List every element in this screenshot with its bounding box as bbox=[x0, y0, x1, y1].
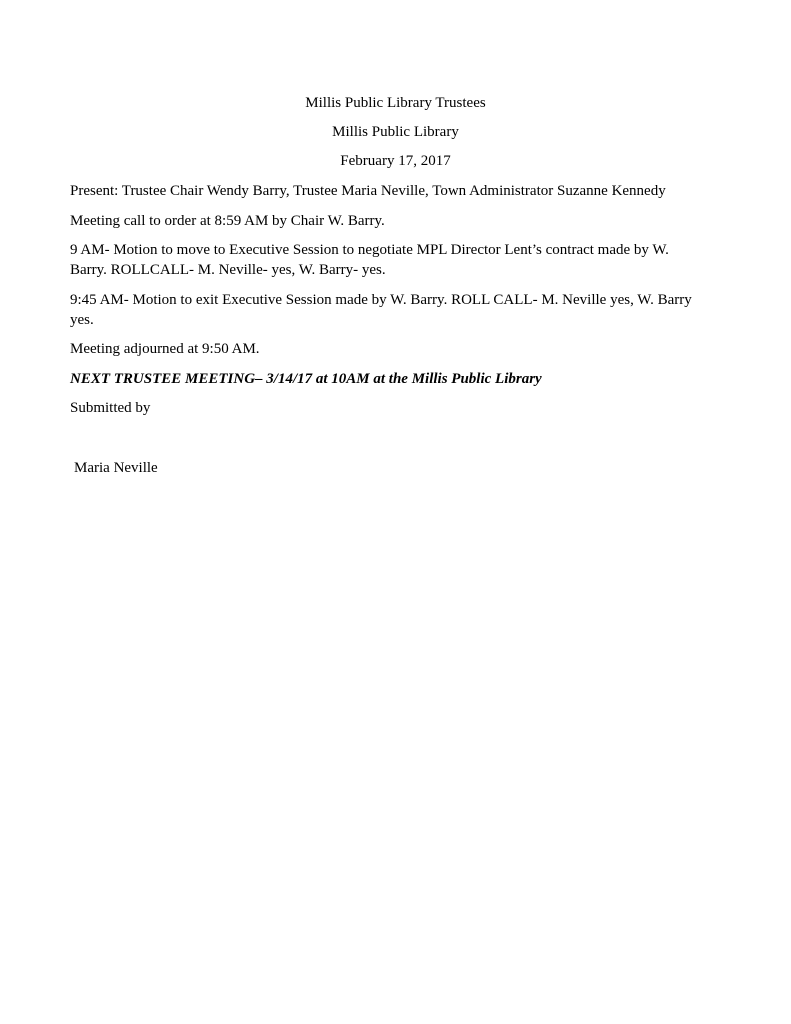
document-title: Millis Public Library Trustees bbox=[305, 95, 486, 111]
motion-one-line-one: 9 AM- Motion to move to Executive Session to negotiate MPL Director Lent’s contract made by W. bbox=[70, 242, 669, 258]
submitted-by-label: Submitted by bbox=[70, 400, 151, 416]
next-meeting-notice: NEXT TRUSTEE MEETING– 3/14/17 at 10AM at the Millis Public Library bbox=[70, 371, 542, 387]
motion-two-line-one: 9:45 AM- Motion to exit Executive Session made by W. Barry. ROLL CALL- M. Neville yes, W. Barry bbox=[70, 292, 692, 308]
document-location: Millis Public Library bbox=[332, 124, 459, 140]
motion-two-line-two: yes. bbox=[70, 312, 94, 328]
call-to-order-paragraph: Meeting call to order at 8:59 AM by Chair W. Barry. bbox=[70, 213, 385, 229]
adjourned-paragraph: Meeting adjourned at 9:50 AM. bbox=[70, 341, 260, 357]
document-date: February 17, 2017 bbox=[340, 153, 451, 169]
attendees-paragraph: Present: Trustee Chair Wendy Barry, Trustee Maria Neville, Town Administrator Suzanne Kennedy bbox=[70, 183, 666, 199]
signature-name: Maria Neville bbox=[74, 460, 158, 476]
motion-one-line-two: Barry. ROLLCALL- M. Neville- yes, W. Barry- yes. bbox=[70, 262, 386, 278]
